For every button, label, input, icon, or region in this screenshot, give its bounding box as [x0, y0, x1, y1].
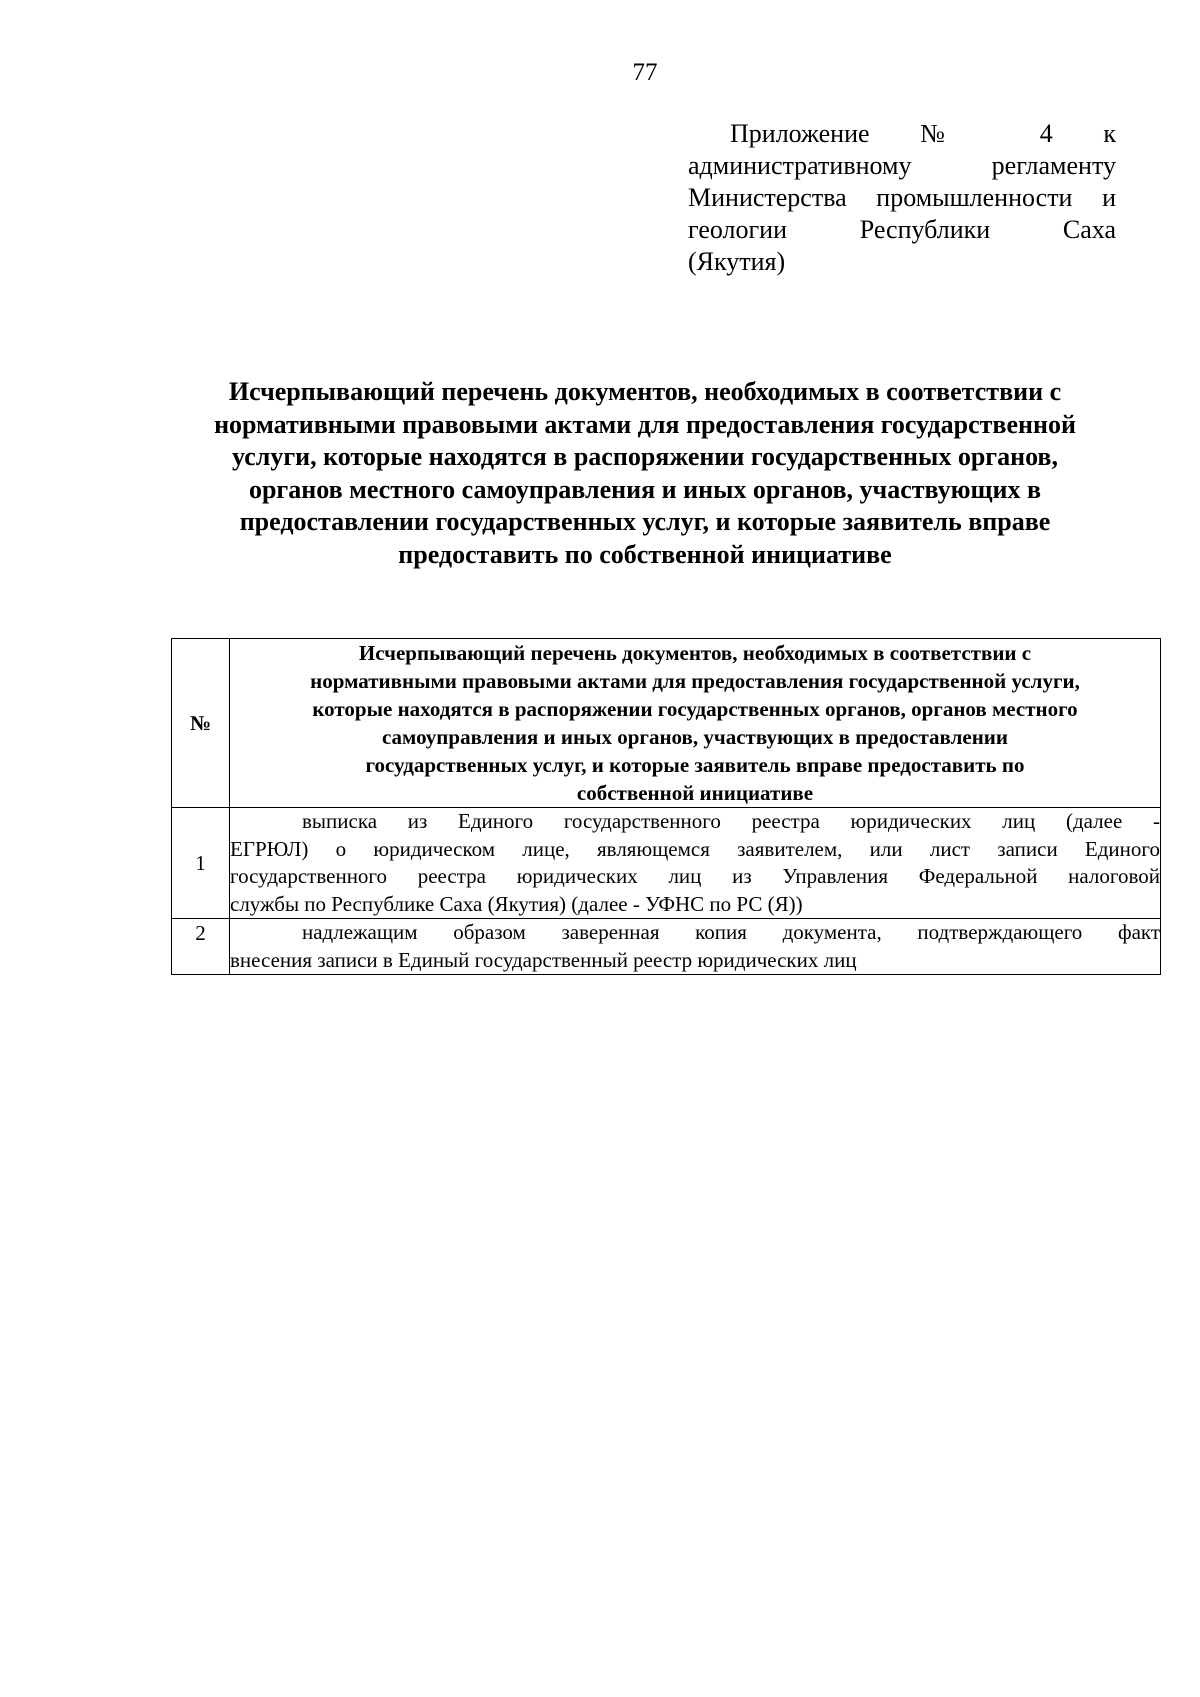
title-line: предоставить по собственной инициативе	[398, 539, 892, 569]
row-text-line: надлежащим образом заверенная копия документа, подтверждающего факт	[302, 920, 1160, 944]
row-text-line: выписка из Единого государственного реестра юридических лиц (далее -	[302, 809, 1160, 833]
title-line: органов местного самоуправления и иных органов, участвующих в	[248, 474, 1042, 504]
title-line: нормативными правовыми актами для предоставления государственной	[214, 409, 1076, 439]
title-line: Исчерпывающий перечень документов, необходимых в соответствии с	[228, 377, 1062, 406]
table-header-row	[172, 639, 1161, 808]
row-document-text	[230, 919, 1161, 975]
row-number: 1	[172, 808, 230, 919]
table-row	[172, 919, 1161, 975]
number-column-header: №	[172, 639, 230, 808]
header-line: собственной инициативе	[576, 781, 814, 805]
title-line: услуги, которые находятся в распоряжении государственных органов,	[232, 442, 1058, 471]
documents-table	[171, 638, 1161, 975]
appendix-line: Приложение № 4 к	[730, 119, 1116, 148]
row-document-text	[230, 808, 1161, 919]
row-text-line: внесения записи в Единый государственный реестр юридических лиц	[230, 947, 857, 972]
header-line: самоуправления и иных органов, участвующих в предоставлении	[381, 725, 1008, 749]
page-number: 77	[632, 59, 658, 86]
title-line: предоставлении государственных услуг, и которые заявитель вправе	[239, 507, 1051, 536]
appendix-line: (Якутия)	[688, 247, 786, 276]
header-line: Исчерпывающий перечень документов, необходимых в соответствии с	[358, 641, 1032, 665]
row-text-line: службы по Республике Саха (Якутия) (далее - УФНС по РС (Я))	[230, 891, 803, 916]
appendix-line: геологии Республики Саха	[688, 215, 1116, 244]
row-text-line: ЕГРЮЛ) о юридическом лице, являющемся заявителем, или лист записи Единого	[230, 836, 1160, 861]
header-line: государственных услуг, и которые заявитель вправе предоставить по	[365, 753, 1025, 777]
document-title	[150, 376, 1140, 571]
appendix-line: Министерства промышленности и	[688, 183, 1116, 212]
appendix-note	[688, 118, 1116, 278]
header-line: которые находятся в распоряжении государственных органов, органов местного	[312, 697, 1078, 721]
header-line: нормативными правовыми актами для предоставления государственной услуги,	[310, 669, 1080, 693]
appendix-line: административному регламенту	[688, 151, 1116, 180]
documents-column-header	[230, 639, 1161, 808]
row-number: 2	[172, 919, 230, 975]
row-text-line: государственного реестра юридических лиц из Управления Федеральной налоговой	[230, 864, 1160, 888]
table-row	[172, 808, 1161, 919]
